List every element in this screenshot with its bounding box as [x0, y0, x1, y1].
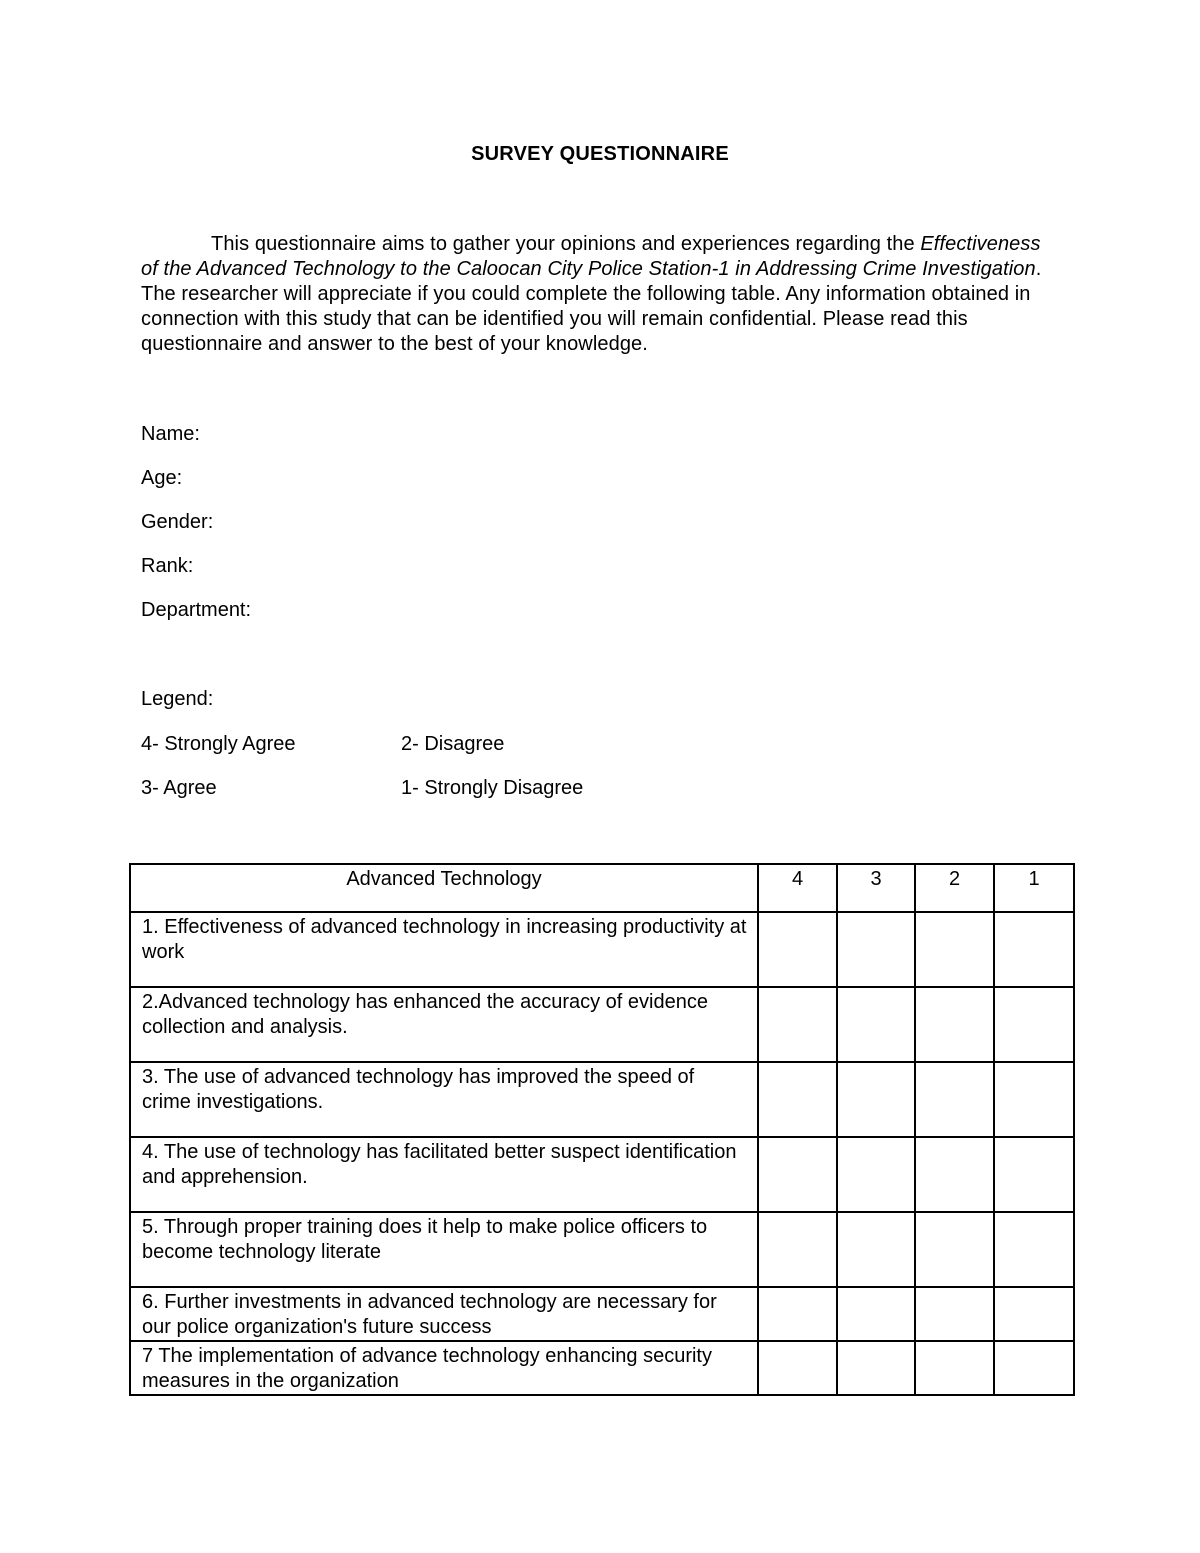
answer-box-3[interactable] — [837, 1287, 915, 1341]
header-scale-1: 1 — [994, 864, 1074, 912]
answer-box-1[interactable] — [994, 1341, 1074, 1395]
answer-box-1[interactable] — [994, 1137, 1074, 1212]
intro-rest: . The researcher will appreciate if you could complete the following table. Any information obtained in connection with this study that can be identified you will remain confidential. Please read this questionnaire and answer to the best of your knowledge. — [141, 258, 1042, 355]
rank-field-label: Rank: — [141, 555, 194, 577]
intro-topic: Effectiveness of the Advanced Technology to the Caloocan City Police Station-1 in Addressing Crime Investigation — [141, 233, 1041, 280]
table-row — [130, 1137, 1074, 1212]
age-field-label: Age: — [141, 467, 183, 489]
answer-box-2[interactable] — [915, 1341, 994, 1395]
table-row — [130, 987, 1074, 1062]
page-title: SURVEY QUESTIONNAIRE — [471, 143, 729, 165]
answer-box-3[interactable] — [837, 1062, 915, 1137]
table-row — [130, 1341, 1074, 1395]
answer-box-1[interactable] — [994, 987, 1074, 1062]
name-field-label: Name: — [141, 423, 200, 445]
table-row — [130, 1287, 1074, 1341]
question-7: 7 The implementation of advance technology enhancing security measures in the organization — [130, 1341, 758, 1395]
table-row — [130, 1062, 1074, 1137]
table-row — [130, 1212, 1074, 1287]
legend-strongly-agree: 4- Strongly Agree — [141, 733, 296, 755]
answer-box-3[interactable] — [837, 987, 915, 1062]
question-1: 1. Effectiveness of advanced technology in increasing productivity at work — [130, 912, 758, 987]
answer-box-3[interactable] — [837, 912, 915, 987]
answer-box-3[interactable] — [837, 1137, 915, 1212]
answer-box-2[interactable] — [915, 1062, 994, 1137]
answer-box-4[interactable] — [758, 1062, 837, 1137]
answer-box-4[interactable] — [758, 1341, 837, 1395]
question-3: 3. The use of advanced technology has improved the speed of crime investigations. — [130, 1062, 758, 1137]
header-scale-4: 4 — [758, 864, 837, 912]
survey-table — [129, 863, 1075, 1396]
answer-box-4[interactable] — [758, 912, 837, 987]
answer-box-2[interactable] — [915, 1137, 994, 1212]
answer-box-4[interactable] — [758, 1212, 837, 1287]
department-field-label: Department: — [141, 599, 252, 621]
header-scale-2: 2 — [915, 864, 994, 912]
answer-box-4[interactable] — [758, 1137, 837, 1212]
table-row — [130, 912, 1074, 987]
answer-box-2[interactable] — [915, 1287, 994, 1341]
answer-box-1[interactable] — [994, 1287, 1074, 1341]
intro-paragraph — [141, 232, 1061, 357]
answer-box-2[interactable] — [915, 912, 994, 987]
table-header-row — [130, 864, 1074, 912]
gender-field-label: Gender: — [141, 511, 214, 533]
answer-box-1[interactable] — [994, 912, 1074, 987]
header-scale-3: 3 — [837, 864, 915, 912]
answer-box-2[interactable] — [915, 1212, 994, 1287]
question-5: 5. Through proper training does it help to make police officers to become technology literate — [130, 1212, 758, 1287]
answer-box-2[interactable] — [915, 987, 994, 1062]
header-advanced-technology: Advanced Technology — [130, 864, 758, 912]
question-2: 2.Advanced technology has enhanced the accuracy of evidence collection and analysis. — [130, 987, 758, 1062]
answer-box-3[interactable] — [837, 1212, 915, 1287]
intro-lead: This questionnaire aims to gather your opinions and experiences regarding the — [211, 233, 915, 255]
answer-box-4[interactable] — [758, 1287, 837, 1341]
legend-disagree: 2- Disagree — [401, 733, 505, 755]
answer-box-3[interactable] — [837, 1341, 915, 1395]
question-6: 6. Further investments in advanced technology are necessary for our police organization's future success — [130, 1287, 758, 1341]
legend-agree: 3- Agree — [141, 777, 217, 799]
legend-title: Legend: — [141, 688, 214, 710]
answer-box-1[interactable] — [994, 1212, 1074, 1287]
answer-box-1[interactable] — [994, 1062, 1074, 1137]
question-4: 4. The use of technology has facilitated better suspect identification and apprehension. — [130, 1137, 758, 1212]
answer-box-4[interactable] — [758, 987, 837, 1062]
legend-strongly-disagree: 1- Strongly Disagree — [401, 777, 584, 799]
